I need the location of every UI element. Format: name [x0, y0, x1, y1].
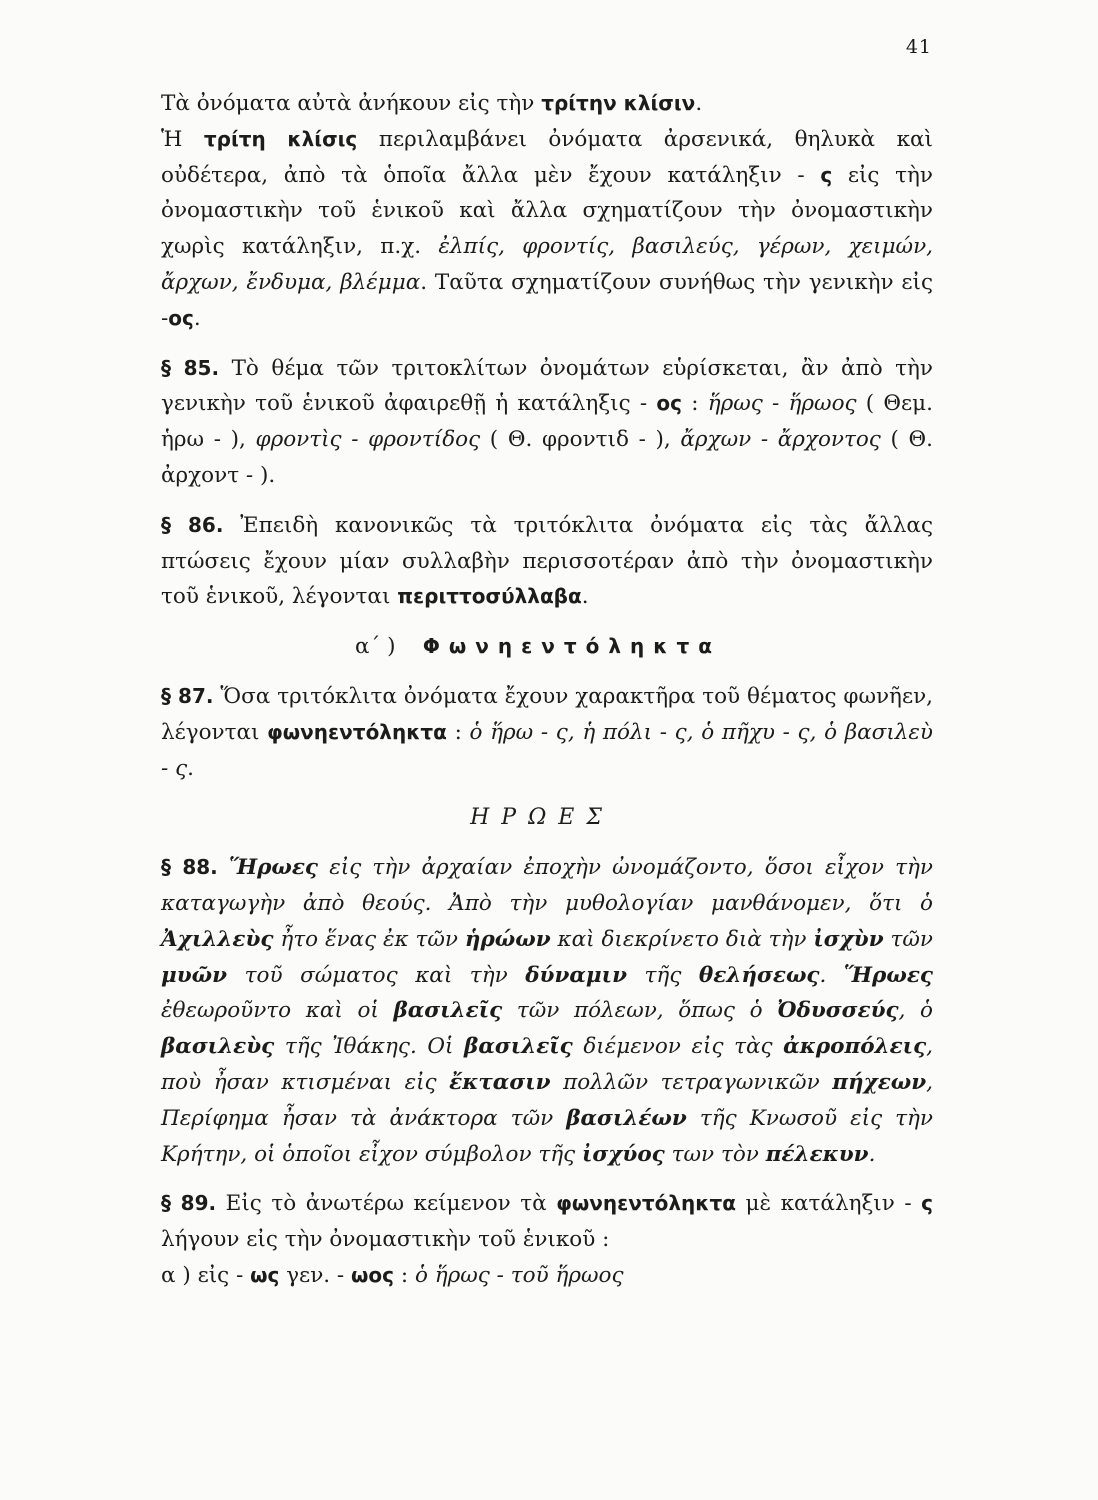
- paragraph-third-declension: [161, 122, 933, 337]
- text: Τὰ ὀνόματα αὐτὰ ἀνήκουν εἰς τὴν: [161, 91, 542, 116]
- text: πολλῶν τετραγωνικῶν: [550, 1069, 833, 1095]
- text: ἐθεωροῦντο καὶ οἱ: [161, 998, 394, 1024]
- term: Ἥρωες: [843, 962, 933, 988]
- heading-iroes: ΗΡΩΕΣ: [470, 805, 614, 831]
- text: μὲ κατάληξιν -: [736, 1191, 922, 1217]
- section-87: [161, 679, 933, 786]
- text: .: [581, 584, 589, 610]
- term: βασιλεῖς: [393, 998, 503, 1024]
- subheading-fonientolikta: [143, 629, 933, 665]
- section-number: § 86.: [161, 512, 224, 537]
- section-85: [161, 351, 933, 494]
- example: ὁ ἥρως - τοῦ ἥρωος: [414, 1262, 624, 1288]
- term-triti-klisi: τρίτην κλίσιν: [541, 91, 696, 115]
- section-89: [161, 1186, 933, 1258]
- text: :: [681, 391, 708, 417]
- ending: ος: [656, 391, 682, 416]
- section-number: § 89.: [161, 1191, 217, 1216]
- text: Ὅσα τριτόκλιτα ὀνόματα ἔχουν χαρακτῆρα τοῦ θέματος φωνῆεν, λέγονται: [161, 683, 933, 745]
- text: τῆς Ἰθάκης. Οἱ: [274, 1034, 465, 1060]
- subheading-label: α΄ ): [355, 634, 396, 660]
- term: βασιλέων: [566, 1105, 687, 1131]
- text: Ἐπειδὴ κανονικῶς τὰ τριτόκλιτα ὀνόματα εἰς τὰς ἄλλας πτώσεις ἔχουν μίαν συλλαβὴν περισσοτέραν ἀπὸ τὴν ὀνομαστικὴν τοῦ ἑνικοῦ, λέγονται: [161, 512, 933, 610]
- example: φροντὶς - φροντίδος: [255, 427, 481, 453]
- text: .: [187, 755, 194, 781]
- text: ( Θεμ. ἡρω - ),: [161, 391, 933, 453]
- text: .: [819, 962, 844, 988]
- text: Εἰς τὸ ἀνωτέρω κείμενον τὰ: [216, 1191, 557, 1217]
- text: .: [193, 305, 201, 331]
- text: τῶν πόλεων, ὅπως ὁ: [502, 998, 778, 1024]
- text: Ἡ: [161, 126, 204, 152]
- ending: ως: [250, 1262, 280, 1287]
- text: :: [394, 1262, 415, 1288]
- ending: ς: [921, 1191, 933, 1216]
- term: ἀκροπόλεις: [783, 1034, 927, 1060]
- term: βασιλεῖς: [464, 1034, 573, 1060]
- term: Ὀδυσσεύς: [777, 998, 899, 1024]
- text: τῆς: [626, 962, 699, 988]
- text: :: [446, 719, 470, 745]
- section-89-item-a: [161, 1258, 933, 1294]
- example: ἥρως - ἥρωος: [707, 391, 857, 417]
- section-88: [161, 850, 933, 1172]
- text: τοῦ σώματος καὶ τὴν: [227, 962, 526, 988]
- text: , ὁ: [898, 998, 933, 1024]
- text: των τὸν: [664, 1141, 766, 1167]
- term: ἔκτασιν: [449, 1069, 551, 1095]
- section-number: § 87.: [161, 683, 214, 708]
- text: γεν. -: [279, 1262, 352, 1288]
- term: θελήσεως: [698, 962, 820, 988]
- text: διέμενον εἰς τὰς: [572, 1034, 784, 1060]
- text: . Ταῦτα σχηματίζουν συνήθως τὴν γενικὴν εἰς -: [161, 269, 934, 331]
- page-body: [161, 86, 933, 1294]
- subheading-title: Φωνηεντόληκτα: [422, 634, 721, 659]
- text: λήγουν εἰς τὴν ὀνομαστικὴν τοῦ ἑνικοῦ :: [161, 1227, 610, 1253]
- text: Τὸ θέμα τῶν τριτοκλίτων ὀνομάτων εὑρίσκεται, ἂν ἀπὸ τὴν γενικὴν τοῦ ἑνικοῦ ἀφαιρεθῇ ἡ κατάληξις -: [161, 355, 933, 417]
- term-fonientolikta: φωνηεντόληκτα: [556, 1191, 736, 1216]
- term: βασιλεὺς: [161, 1034, 275, 1060]
- paragraph-intro: [161, 86, 933, 122]
- text: ( Θ. φροντιδ - ),: [480, 427, 681, 453]
- text: .: [695, 91, 703, 116]
- ending: ς: [820, 162, 833, 187]
- term: πέλεκυν: [765, 1141, 869, 1167]
- term-fonientolikta: φωνηεντόληκτα: [267, 719, 447, 744]
- example: ἄρχων - ἄρχοντος: [680, 427, 881, 453]
- term: ἰσχύος: [582, 1141, 665, 1167]
- examples: ὁ ἥρω - ς, ἡ πόλι - ς, ὁ πῆχυ - ς, ὁ βασιλεὺ - ς: [161, 719, 933, 781]
- term: μυῶν: [161, 962, 228, 988]
- text: , ποὺ ἦσαν κτισμέναι εἰς: [161, 1034, 934, 1095]
- section-number: § 88.: [161, 855, 218, 880]
- section-number: § 85.: [161, 355, 220, 380]
- term-triti-klisis: τρίτη κλίσις: [203, 126, 358, 151]
- page-number: 41: [905, 36, 932, 58]
- text: ( Θ. ἀρχοντ - ).: [161, 427, 934, 488]
- text: .: [868, 1141, 876, 1167]
- text: εἰς τὴν ἀρχαίαν ἐποχὴν ὠνομάζοντο, ὅσοι εἶχον τὴν καταγωγὴν ἀπὸ θεούς. Ἀπὸ τὴν μυθολογίαν μανθάνομεν, ὅτι ὁ: [161, 855, 933, 916]
- text: περιλαμβάνει ὀνόματα ἀρσενικά, θηλυκὰ καὶ οὐδέτερα, ἀπὸ τὰ ὁποῖα ἄλλα μὲν ἔχουν κατάληξιν -: [161, 126, 933, 188]
- text: καὶ διεκρίνετο διὰ τὴν: [550, 926, 814, 952]
- term: δύναμιν: [525, 962, 627, 988]
- text: α ) εἰς -: [161, 1262, 251, 1288]
- text: ἦτο ἕνας ἐκ τῶν: [273, 926, 465, 952]
- ending: ος: [168, 305, 194, 330]
- term: ἰσχὺν: [813, 926, 884, 952]
- text: , Περίφημα ἦσαν τὰ ἀνάκτορα τῶν: [161, 1069, 934, 1131]
- text: τῆς Κνωσοῦ εἰς τὴν Κρήτην, οἱ ὁποῖοι εἶχον σύμβολον τῆς: [161, 1105, 933, 1167]
- examples: ἐλπίς, φροντίς, βασιλεύς, γέρων, χειμών, ἄρχων, ἔνδυμα, βλέμμα: [161, 234, 933, 295]
- term: Ἀχιλλεὺς: [161, 926, 274, 952]
- section-86: [161, 508, 933, 615]
- term: Ἥρωες: [228, 855, 319, 881]
- text: τῶν: [883, 926, 933, 952]
- term: ἡρώων: [464, 926, 551, 952]
- term-perittosyllava: περιττοσύλλαβα: [397, 584, 582, 609]
- text: εἰς τὴν ὀνομαστικὴν τοῦ ἑνικοῦ καὶ ἄλλα σχηματίζουν τὴν ὀνομαστικὴν χωρὶς κατάληξιν, π.χ.: [161, 162, 934, 260]
- ending: ωος: [351, 1262, 395, 1287]
- term: πήχεων: [832, 1069, 927, 1095]
